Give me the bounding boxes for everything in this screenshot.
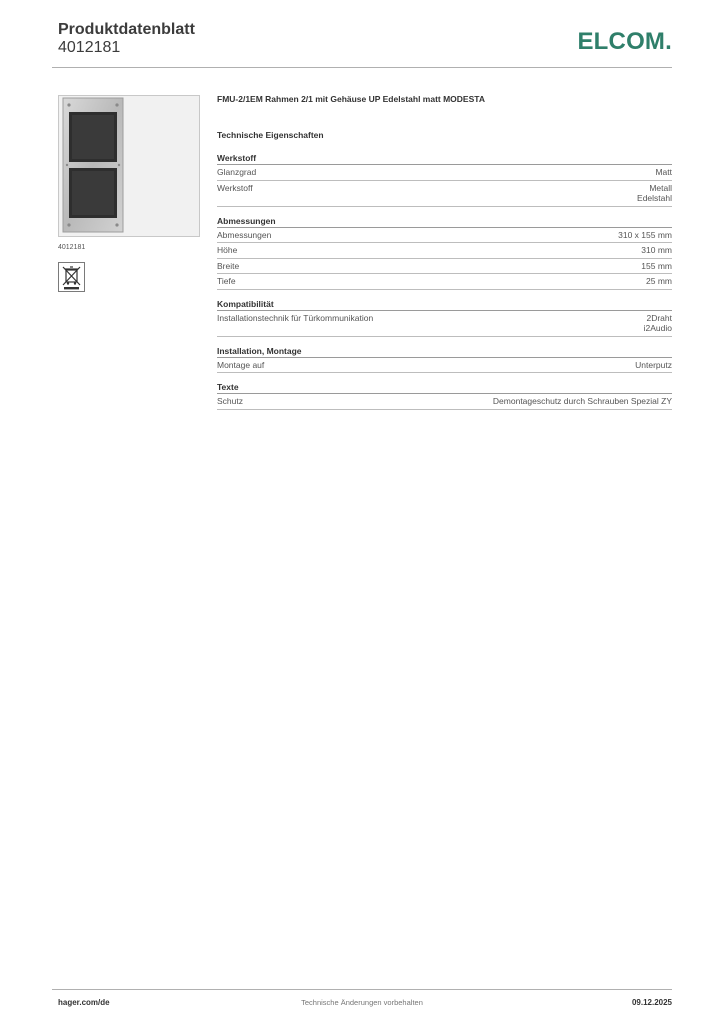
table-row <box>217 394 672 410</box>
group-title: Texte <box>217 381 672 394</box>
table-row <box>217 274 672 290</box>
group-abmessungen <box>217 215 672 290</box>
group-kompatibilitaet <box>217 298 672 337</box>
row-label: Schutz <box>217 396 243 406</box>
row-value: 25 mm <box>646 276 672 286</box>
row-value: 155 mm <box>641 260 672 271</box>
table-row <box>217 243 672 259</box>
image-caption: 4012181 <box>58 244 86 251</box>
group-title: Installation, Montage <box>217 345 672 358</box>
table-row <box>217 228 672 244</box>
row-value: Unterputz <box>635 359 672 370</box>
row-label: Glanzgrad <box>217 167 257 177</box>
footer-notice: Technische Änderungen vorbehalten <box>301 998 423 1007</box>
row-label: Werkstoff <box>217 182 253 193</box>
row-label: Breite <box>217 260 240 271</box>
row-value: Demontageschutz durch Schrauben Spezial ZY <box>492 396 672 406</box>
page-title: Produktdatenblatt <box>58 21 195 38</box>
table-row <box>217 165 672 181</box>
row-value: Metall Edelstahl <box>637 182 672 203</box>
header-divider <box>52 67 672 68</box>
group-werkstoff <box>217 152 672 207</box>
frame-illustration <box>59 96 199 236</box>
elcom-logo[interactable]: ELCOM. <box>577 28 672 55</box>
group-installation <box>217 345 672 374</box>
table-row <box>217 311 672 337</box>
table-row <box>217 181 672 207</box>
row-label: Montage auf <box>217 359 265 370</box>
article-number: 4012181 <box>58 39 121 56</box>
row-label: Installationstechnik für Türkommunikation <box>217 312 374 323</box>
row-value: Matt <box>655 167 672 177</box>
row-label: Tiefe <box>217 276 236 286</box>
row-label: Abmessungen <box>217 229 272 240</box>
technical-data <box>217 94 672 410</box>
weee-disposal-icon <box>58 262 85 292</box>
group-texte <box>217 381 672 410</box>
row-value: 310 mm <box>641 245 672 255</box>
footer-website-link[interactable]: hager.com/de <box>58 998 110 1007</box>
table-row <box>217 358 672 374</box>
group-title: Abmessungen <box>217 215 672 228</box>
section-title: Technische Eigenschaften <box>217 130 324 140</box>
footer-date: 09.12.2025 <box>631 998 672 1007</box>
footer-divider <box>52 989 672 990</box>
row-label: Höhe <box>217 245 238 255</box>
product-name: FMU-2/1EM Rahmen 2/1 mit Gehäuse UP Edelstahl matt MODESTA <box>217 94 485 104</box>
row-value: 310 x 155 mm <box>618 229 672 240</box>
row-value: 2Draht i2Audio <box>643 312 672 333</box>
table-row <box>217 259 672 275</box>
group-title: Kompatibilität <box>217 298 672 311</box>
group-title: Werkstoff <box>217 152 672 165</box>
product-image <box>58 95 200 237</box>
